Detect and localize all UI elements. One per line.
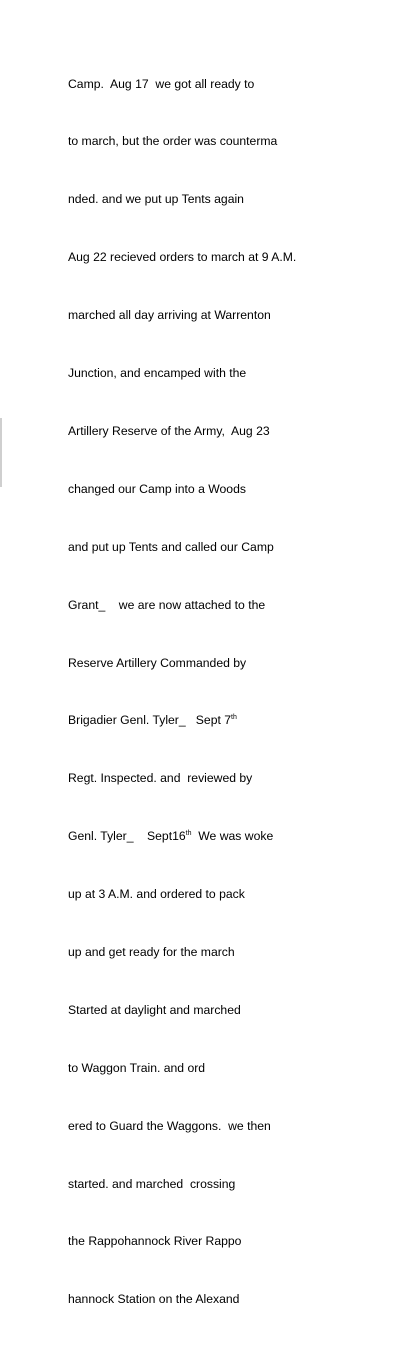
text-line <box>68 711 388 730</box>
text-line <box>68 827 388 846</box>
text-line: Aug 22 recieved orders to march at 9 A.M. <box>68 250 297 265</box>
text-line: Started at daylight and marched <box>68 1002 241 1017</box>
text-line: hannock Station on the Alexand <box>68 1292 240 1307</box>
text-line: up at 3 A.M. and ordered to pack <box>68 887 245 902</box>
transcription-text <box>68 36 388 1348</box>
text-line: Reserve Artillery Commanded by <box>68 655 247 670</box>
text-line: Grant_ we are now attached to the <box>68 597 266 612</box>
text-line: the Rappohannock River Rappo <box>68 1234 242 1249</box>
text-line: Regt. Inspected. and reviewed by <box>68 771 253 786</box>
text-line: changed our Camp into a Woods <box>68 481 246 496</box>
text-line-main: Brigadier Genl. Tyler_ Sept 7 <box>68 713 232 728</box>
text-line: to Waggon Train. and ord <box>68 1060 206 1075</box>
text-line: to march, but the order was counterma <box>68 134 278 149</box>
ordinal-superscript: th <box>185 830 192 838</box>
text-line: started. and marched crossing <box>68 1176 236 1191</box>
ordinal-superscript: th <box>231 714 237 722</box>
text-line-main: Genl. Tyler_ Sept16 <box>68 829 186 844</box>
text-line: nded. and we put up Tents again <box>68 192 244 207</box>
text-line: and put up Tents and called our Camp <box>68 539 274 554</box>
scan-edge-mark <box>0 418 2 487</box>
text-line: ered to Guard the Waggons. we then <box>68 1118 271 1133</box>
text-line: marched all day arriving at Warrenton <box>68 308 271 323</box>
text-line: Junction, and encamped with the <box>68 366 247 381</box>
text-line: Artillery Reserve of the Army, Aug 23 <box>68 423 270 438</box>
text-line-after: We was woke <box>191 829 274 844</box>
text-line: up and get ready for the march <box>68 944 235 959</box>
text-line: Camp. Aug 17 we got all ready to <box>68 76 255 91</box>
